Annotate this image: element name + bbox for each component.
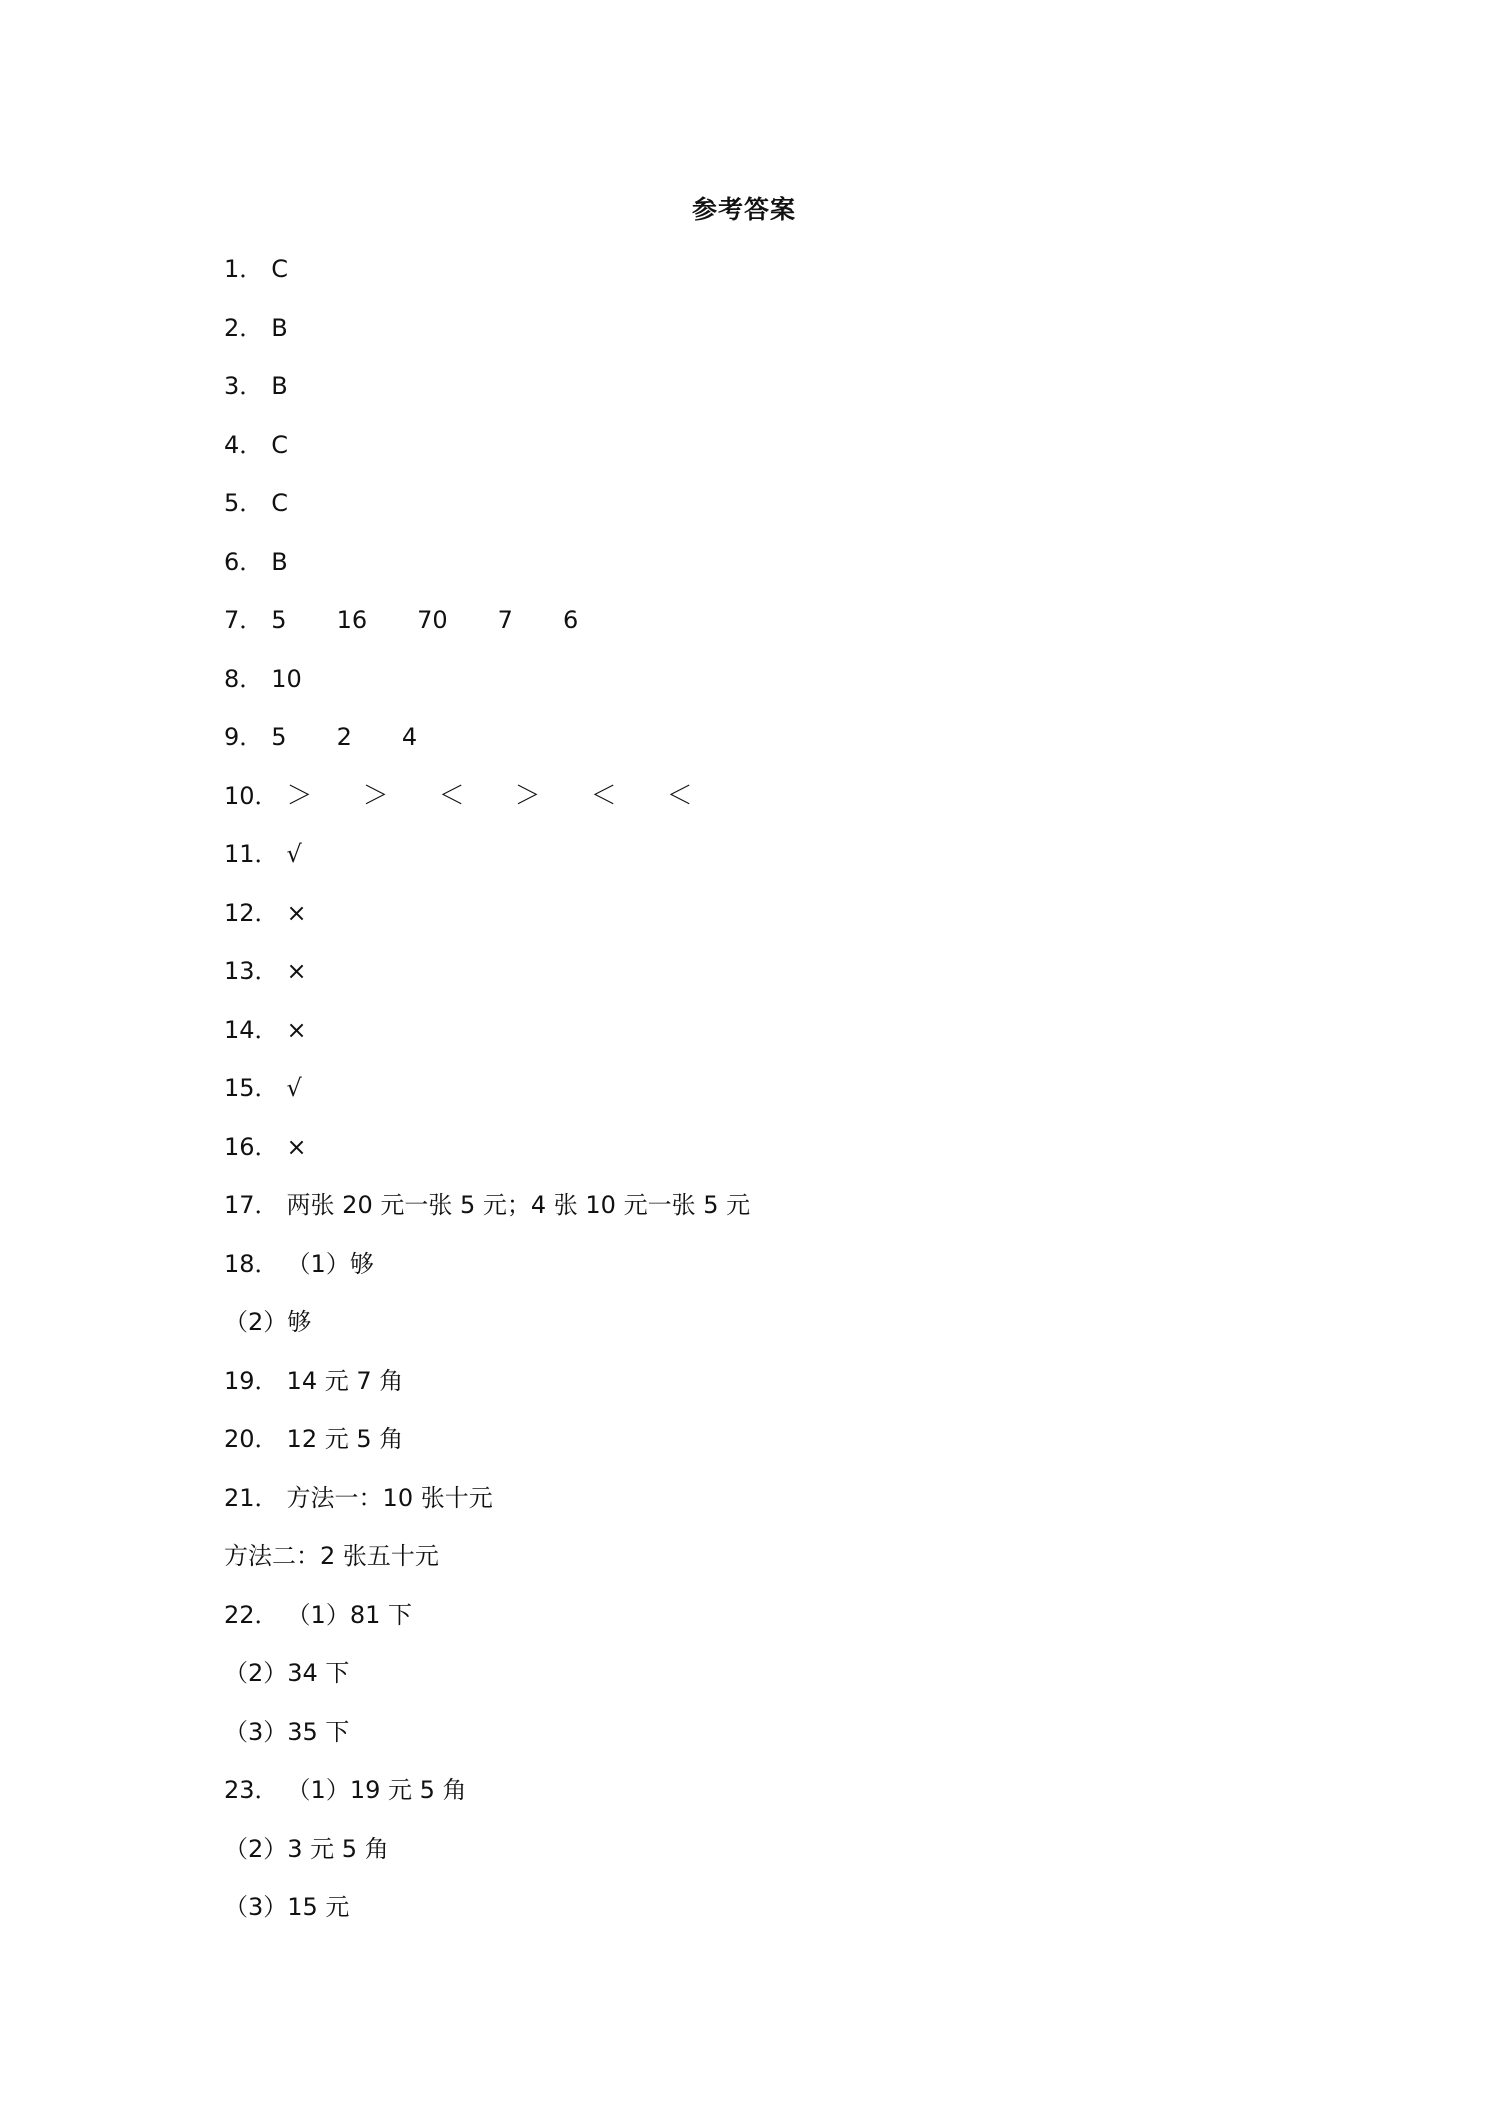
answer-value: C [271,489,289,517]
answer-value: （1）够 [286,1249,374,1278]
answer-line [224,1068,1324,1127]
answer-line [224,1478,1324,1537]
answer-line [224,249,1324,308]
answer-value: 7 [497,606,513,634]
answer-line [224,366,1324,425]
answer-line [224,717,1324,776]
answer-line [224,600,1324,659]
answer-number: 16 [224,1132,255,1161]
answer-number: 21 [224,1483,255,1512]
answer-value: 方法二：2 张五十元 [224,1542,439,1570]
answer-separator: ． [254,1483,279,1512]
answer-number: 8 [224,664,240,693]
answer-line [224,542,1324,601]
answer-value: （1）81 下 [286,1600,412,1629]
answer-value: （2）34 下 [224,1659,350,1687]
answer-separator: ． [239,255,264,283]
answer-separator: ． [254,781,279,810]
answer-value: × [286,1015,307,1044]
answer-line [224,425,1324,484]
answer-value: ＞ [362,780,389,811]
answer-number: 7 [224,606,240,634]
answer-value: B [271,313,288,342]
answer-number: 14 [224,1015,255,1044]
answer-line [224,308,1324,367]
answer-separator: ． [254,1132,279,1161]
answer-value: × [286,898,307,927]
answer-value: 70 [417,606,448,634]
answer-separator: ． [254,1249,279,1278]
answer-value: ＜ [590,780,617,811]
answer-separator: ． [239,723,264,751]
answer-list [224,249,1324,1946]
answer-separator: ． [254,1015,279,1044]
answer-value: 2 [336,723,352,751]
answer-number: 15 [224,1074,255,1102]
answer-separator: ． [239,430,264,459]
answer-number: 2 [224,313,240,342]
answer-number: 20 [224,1425,255,1453]
answer-line [224,1712,1324,1771]
answer-separator: ． [239,372,264,400]
answer-number: 13 [224,957,255,985]
answer-value: B [271,547,288,576]
answer-value: C [271,430,289,459]
answer-number: 3 [224,372,240,400]
answer-value: 6 [562,606,579,634]
answer-value: 方法一：10 张十元 [286,1483,493,1512]
answer-value: B [271,372,288,400]
answer-value: 16 [336,606,368,634]
answer-value: × [286,1132,307,1161]
answer-line [224,893,1324,952]
answer-value: √ [286,1074,302,1102]
answer-value: × [286,957,307,985]
answer-value: √ [286,840,302,868]
answer-line [224,834,1324,893]
answer-line [224,483,1324,542]
answer-number: 17 [224,1191,255,1219]
answer-value: ＞ [286,780,313,811]
answer-number: 10 [224,781,255,810]
answer-separator: ． [239,313,264,342]
answer-value: 两张 20 元一张 5 元；4 张 10 元一张 5 元 [286,1191,751,1219]
answer-separator: ． [239,664,264,693]
answer-separator: ． [254,1600,279,1629]
answer-line [224,1887,1324,1946]
answer-number: 22 [224,1600,255,1629]
answer-line [224,1361,1324,1420]
answer-number: 18 [224,1249,255,1278]
answer-line [224,1595,1324,1654]
answer-line [224,1829,1324,1888]
answer-value: （2）够 [224,1308,312,1336]
answer-line [224,776,1324,835]
answer-number: 11 [224,840,255,868]
answer-separator: ． [239,606,264,634]
answer-line [224,1653,1324,1712]
answer-number: 19 [224,1366,255,1395]
answer-separator: ． [254,898,279,927]
answer-line [224,659,1324,718]
answer-number: 5 [224,489,240,517]
answer-line [224,1127,1324,1186]
answer-value: （1）19 元 5 角 [286,1776,467,1804]
answer-value: 14 元 7 角 [286,1366,404,1395]
answer-value: ＜ [666,780,693,811]
answer-value: ＞ [514,780,541,811]
answer-separator: ． [254,1074,279,1102]
answer-number: 6 [224,547,240,576]
answer-value: 10 [271,664,302,693]
answer-number: 12 [224,898,255,927]
answer-line [224,1010,1324,1069]
answer-value: 5 [271,723,287,751]
answer-value: 4 [401,723,418,751]
page-title: 参考答案 [691,195,796,224]
answer-line [224,1770,1324,1829]
answer-line [224,1185,1324,1244]
answer-value: ＜ [438,780,465,811]
answer-line [224,1536,1324,1595]
answer-value: C [271,255,289,283]
answer-number: 1 [224,255,240,283]
answer-number: 9 [224,723,240,751]
answer-line [224,1244,1324,1303]
answer-separator: ． [254,1366,279,1395]
answer-separator: ． [254,1776,279,1804]
answer-value: 12 元 5 角 [286,1425,404,1453]
answer-value: （2）3 元 5 角 [224,1834,389,1863]
answer-value: （3）15 元 [224,1893,350,1921]
answer-line [224,951,1324,1010]
answer-line [224,1302,1324,1361]
answer-number: 23 [224,1776,255,1804]
answer-separator: ． [239,547,264,576]
answer-number: 4 [224,430,240,459]
answer-separator: ． [239,489,264,517]
answer-separator: ． [254,840,279,868]
answer-value: （3）35 下 [224,1717,350,1746]
answer-separator: ． [254,957,279,985]
answer-line [224,1419,1324,1478]
answer-separator: ． [254,1425,279,1453]
answer-value: 5 [271,606,287,634]
answer-separator: ． [254,1191,279,1219]
